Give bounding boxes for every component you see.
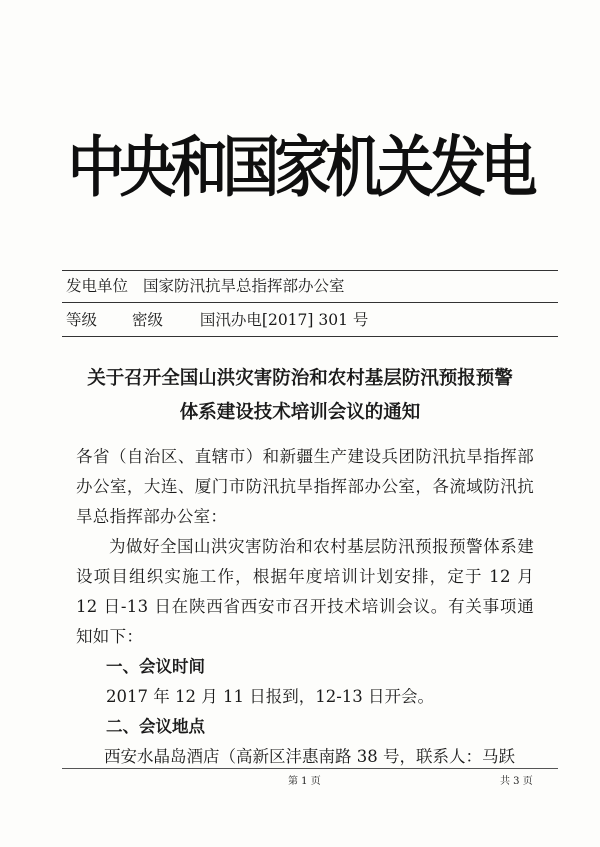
masthead-title: 中央和国家机关发电: [67, 129, 533, 206]
recipients-paragraph: 各省（自治区、直辖市）和新疆生产建设兵团防汛抗旱指挥部办公室，大连、厦门市防汛抗旱指挥部办公室，各流域防汛抗旱总指挥部办公室：: [76, 447, 534, 526]
grade-row: [66, 310, 368, 330]
divider-middle: [62, 302, 558, 303]
section2-text: 西安水晶岛酒店（高新区沣惠南路 38 号，联系人：马跃: [104, 747, 515, 766]
sender-value: 国家防汛抗旱总指挥部办公室: [142, 277, 345, 295]
divider-top: [62, 270, 558, 271]
document-number: 国汛办电[2017] 301 号: [199, 311, 369, 329]
intro-paragraph: 为做好全国山洪灾害防治和农村基层防汛预报预警体系建设项目组织实施工作，根据年度培训计划安排，定于 12 月 12 日-13 日在陕西省西安市召开技术培训会议。有关事项通知如下：: [76, 537, 534, 646]
notice-title-line2: 体系建设技术培训会议的通知: [179, 402, 421, 423]
section1-heading: 一、会议时间: [106, 657, 205, 676]
page-number: 第 1 页: [288, 776, 321, 787]
divider-bottom: [62, 336, 558, 337]
sender-label: 发电单位: [66, 277, 129, 295]
grade-level-label: 等级: [66, 311, 98, 329]
sender-row: [66, 276, 344, 296]
grade-secrecy-label: 密级: [131, 311, 163, 329]
footer-divider: [62, 768, 558, 769]
notice-title-line1: 关于召开全国山洪灾害防治和农村基层防汛预报预警: [87, 368, 513, 389]
section1-text: 2017 年 12 月 11 日报到，12-13 日开会。: [106, 687, 435, 706]
section2-heading: 二、会议地点: [106, 717, 205, 736]
total-pages: 共 3 页: [500, 776, 533, 787]
